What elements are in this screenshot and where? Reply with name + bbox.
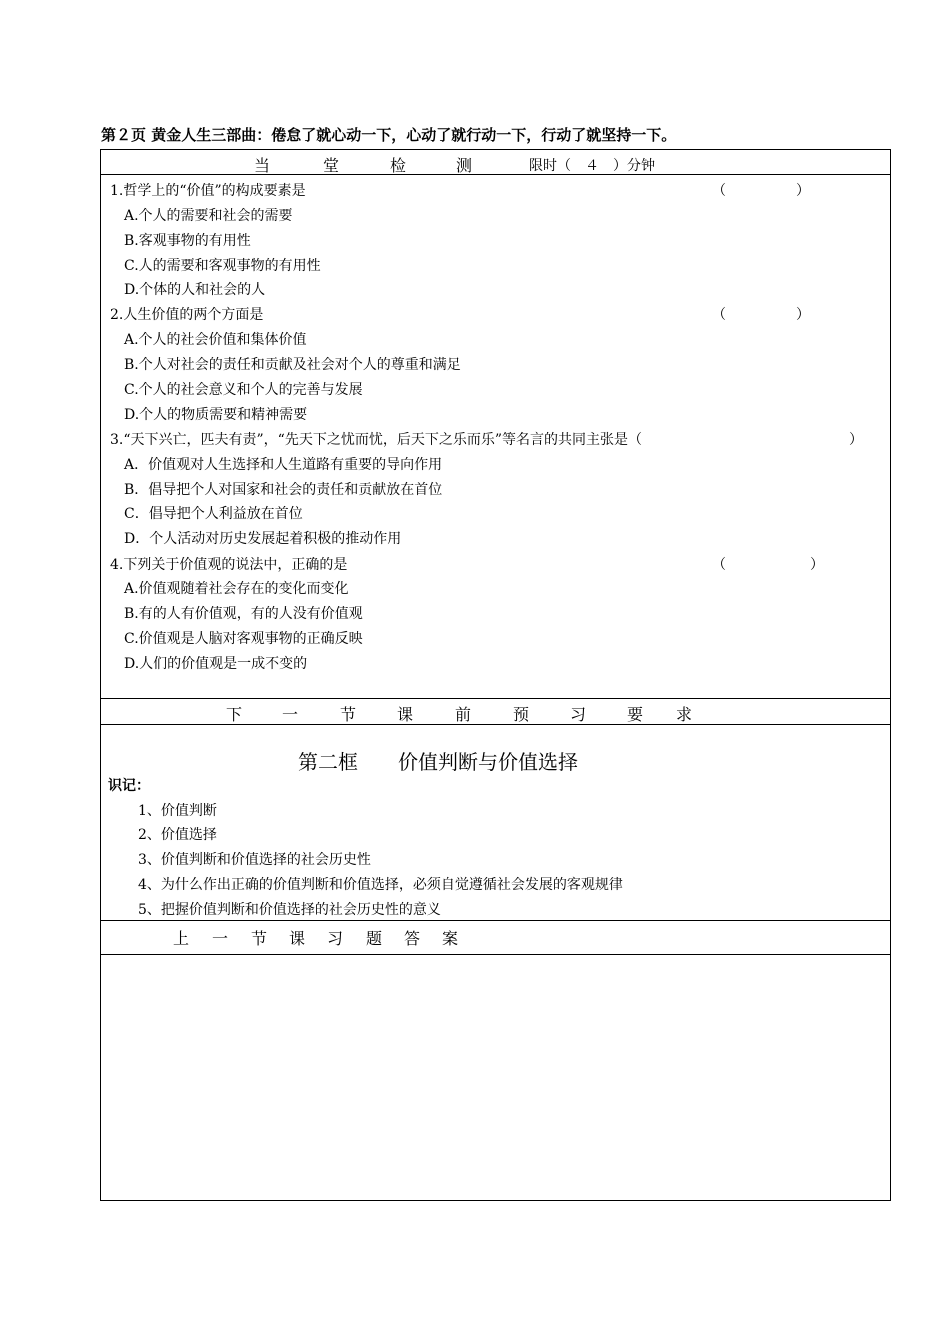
- memo-item: 3、价值判断和价值选择的社会历史性: [138, 852, 371, 868]
- page-header: 第２页 黄金人生三部曲：倦怠了就心动一下，心动了就行动一下，行动了就坚持一下。: [101, 126, 677, 144]
- title-char: 检: [390, 156, 407, 175]
- question-option: C.人的需要和客观事物的有用性: [124, 258, 321, 274]
- question-option: D.个体的人和社会的人: [124, 282, 266, 298]
- answer-paren: （ ）: [712, 557, 824, 573]
- answer-paren: （ ）: [712, 183, 810, 199]
- question-option: B.有的人有价值观，有的人没有价值观: [124, 606, 363, 622]
- question-option: C.个人的社会意义和个人的完善与发展: [124, 382, 363, 398]
- title-char: 题: [366, 929, 383, 948]
- title-char: 测: [456, 156, 473, 175]
- answer-paren: （ ）: [712, 307, 810, 323]
- question-option: D.个人的物质需要和精神需要: [124, 407, 308, 423]
- title-char: 上: [173, 929, 190, 948]
- question-option: B．倡导把个人对国家和社会的责任和贡献放在首位: [124, 482, 443, 498]
- title-char: 要: [627, 705, 644, 724]
- question-option: C．倡导把个人利益放在首位: [124, 506, 303, 522]
- row-divider: [100, 724, 891, 725]
- title-char: 节: [251, 929, 268, 948]
- title-char: 习: [327, 929, 344, 948]
- title-char: 前: [455, 705, 472, 724]
- question-stem: 4.下列关于价值观的说法中，正确的是: [110, 557, 348, 573]
- question-option: B.客观事物的有用性: [124, 233, 251, 249]
- row-divider: [100, 174, 891, 175]
- answer-paren: ）: [849, 432, 863, 448]
- memo-item: 4、为什么作出正确的价值判断和价值选择，必须自觉遵循社会发展的客观规律: [138, 877, 623, 893]
- question-option: A.个人的社会价值和集体价值: [124, 332, 307, 348]
- title-char: 预: [513, 705, 530, 724]
- question-stem: 3.“天下兴亡，匹夫有责”，“先天下之忧而忧，后天下之乐而乐”等名言的共同主张是（: [110, 432, 642, 448]
- title-char: 一: [212, 929, 229, 948]
- memo-item: 1、价值判断: [138, 803, 217, 819]
- question-stem: 1.哲学上的“价值”的构成要素是: [110, 183, 306, 199]
- question-stem: 2.人生价值的两个方面是: [110, 307, 264, 323]
- question-option: D.人们的价值观是一成不变的: [124, 656, 308, 672]
- question-option: C.价值观是人脑对客观事物的正确反映: [124, 631, 363, 647]
- title-char: 求: [676, 705, 693, 724]
- question-option: D．个人活动对历史发展起着积极的推动作用: [124, 531, 402, 547]
- question-option: B.个人对社会的责任和贡献及社会对个人的尊重和满足: [124, 357, 461, 373]
- time-limit: 限时（ ４ ）分钟: [529, 158, 655, 174]
- question-option: A.个人的需要和社会的需要: [124, 208, 293, 224]
- row-divider: [100, 920, 891, 921]
- title-char: 堂: [323, 156, 340, 175]
- title-char: 节: [340, 705, 357, 724]
- lesson-title: 第二框 价值判断与价值选择: [298, 750, 578, 774]
- title-char: 案: [442, 929, 459, 948]
- memo-item: 2、价值选择: [138, 827, 217, 843]
- title-char: 答: [404, 929, 421, 948]
- title-char: 一: [282, 705, 299, 724]
- question-option: A.价值观随着社会存在的变化而变化: [124, 581, 349, 597]
- title-char: 下: [226, 705, 243, 724]
- memo-label: 识记：: [108, 778, 150, 794]
- row-divider: [100, 698, 891, 699]
- title-char: 课: [289, 929, 306, 948]
- title-char: 当: [254, 156, 271, 175]
- title-char: 习: [570, 705, 587, 724]
- answers-blank-area: [101, 955, 890, 1200]
- memo-item: 5、把握价值判断和价值选择的社会历史性的意义: [138, 902, 441, 918]
- title-char: 课: [397, 705, 414, 724]
- question-option: A．价值观对人生选择和人生道路有重要的导向作用: [124, 457, 443, 473]
